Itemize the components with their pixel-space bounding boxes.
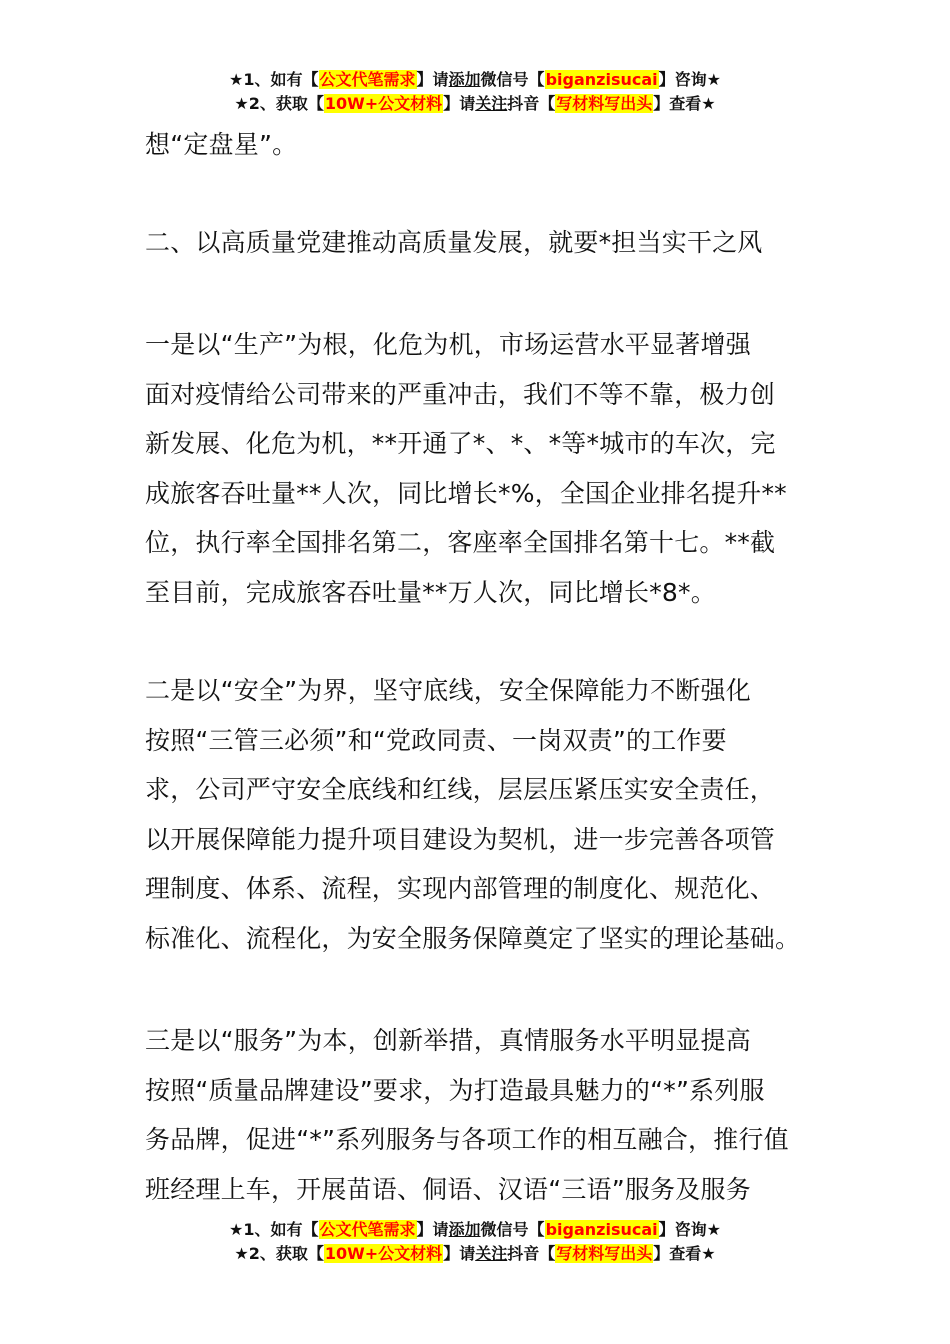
banner-line-2 xyxy=(0,92,950,116)
section-heading xyxy=(145,218,810,268)
text-line: 以开展保障能力提升项目建设为契机，进一步完善各项管 xyxy=(145,824,776,854)
banner-text: 】请 xyxy=(443,94,476,113)
text-line: 理制度、体系、流程，实现内部管理的制度化、规范化、 xyxy=(145,874,776,903)
banner-text: 微信号【 xyxy=(480,1220,545,1239)
banner-line-1 xyxy=(0,68,950,92)
header-banner xyxy=(0,68,950,116)
text-fragment xyxy=(145,120,810,170)
banner-highlight: 公文代笔需求 xyxy=(319,70,416,89)
banner-text: 】请 xyxy=(443,1244,476,1263)
text-line: 面对疫情给公司带来的严重冲击，我们不等不靠，极力创 xyxy=(145,379,776,409)
text-line: 按照“质量品牌建设”要求，为打造最具魅力的“*”系列服 xyxy=(145,1075,765,1105)
banner-highlight: 10W+公文材料 xyxy=(324,94,443,113)
banner-text: 微信号【 xyxy=(480,70,545,89)
text-line: 三是以“服务”为本，创新举措，真情服务水平明显提高 xyxy=(145,1026,751,1055)
banner-highlight: biganzisucai xyxy=(545,70,658,89)
banner-underline: 添加 xyxy=(448,70,481,89)
text-line: 至目前，完成旅客吞吐量**万人次，同比增长*8*。 xyxy=(145,577,716,607)
banner-text: 】查看★ xyxy=(653,94,716,113)
heading-text: 二、以高质量党建推动高质量发展，就要*担当实干之风 xyxy=(145,228,763,257)
paragraph-production xyxy=(145,320,810,617)
banner-highlight: 写材料写出头 xyxy=(556,1244,653,1263)
banner-line-1 xyxy=(0,1218,950,1242)
banner-text: 】请 xyxy=(416,70,449,89)
banner-text: 】咨询★ xyxy=(658,70,721,89)
banner-line-2 xyxy=(0,1242,950,1266)
text-line: 成旅客吞吐量**人次，同比增长*%，全国企业排名提升** xyxy=(145,478,787,508)
banner-text: ★2、获取【 xyxy=(234,94,324,113)
text-line: 标准化、流程化，为安全服务保障奠定了坚实的理论基础。 xyxy=(145,923,801,953)
banner-text: 抖音【 xyxy=(507,94,556,113)
text-line: 按照“三管三必须”和“党政同责、一岗双责”的工作要 xyxy=(145,725,727,755)
banner-text: 】请 xyxy=(416,1220,449,1239)
banner-underline: 添加 xyxy=(448,1220,481,1239)
footer-banner xyxy=(0,1218,950,1266)
text-line: 新发展、化危为机，**开通了*、*、*等*城市的车次，完 xyxy=(145,429,776,458)
text-line: 务品牌，促进“*”系列服务与各项工作的相互融合，推行值 xyxy=(145,1125,789,1154)
text-line: 求，公司严守安全底线和红线，层层压紧压实安全责任， xyxy=(145,775,776,804)
banner-highlight: 10W+公文材料 xyxy=(324,1244,443,1263)
banner-text: 】查看★ xyxy=(653,1244,716,1263)
banner-text: ★2、获取【 xyxy=(234,1244,324,1263)
text-line: 位，执行率全国排名第二，客座率全国排名第十七。**截 xyxy=(145,528,776,557)
banner-highlight: biganzisucai xyxy=(545,1220,658,1239)
banner-highlight: 公文代笔需求 xyxy=(319,1220,416,1239)
text-line: 班经理上车，开展苗语、侗语、汉语“三语”服务及服务 xyxy=(145,1174,751,1204)
banner-text: 】咨询★ xyxy=(658,1220,721,1239)
text-line: 二是以“安全”为界，坚守底线，安全保障能力不断强化 xyxy=(145,676,751,705)
banner-text: ★1、如有【 xyxy=(229,70,319,89)
banner-underline: 关注 xyxy=(475,1244,508,1263)
banner-underline: 关注 xyxy=(475,94,508,113)
banner-text: 抖音【 xyxy=(507,1244,556,1263)
paragraph-service xyxy=(145,1016,810,1214)
text-line: 一是以“生产”为根，化危为机，市场运营水平显著增强 xyxy=(145,330,751,359)
paragraph-safety xyxy=(145,666,810,963)
banner-highlight: 写材料写出头 xyxy=(556,94,653,113)
text-line: 想“定盘星”。 xyxy=(145,130,298,159)
banner-text: ★1、如有【 xyxy=(229,1220,319,1239)
